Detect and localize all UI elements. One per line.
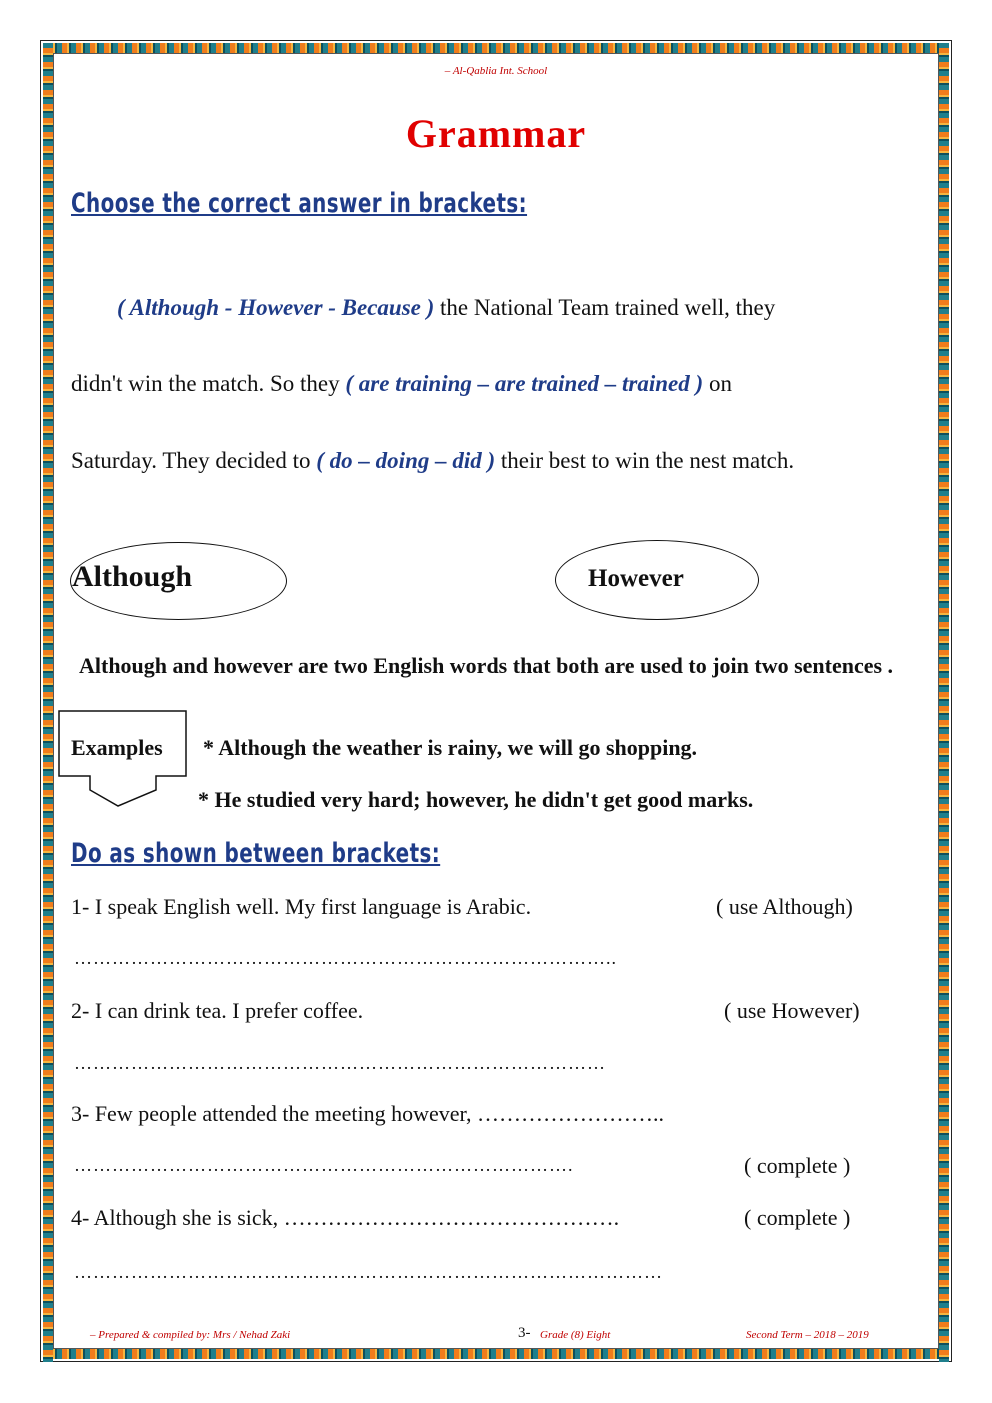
footer-grade: Grade (8) Eight [540, 1329, 611, 1341]
question-3-hint: ( complete ) [744, 1153, 851, 1178]
border-bottom [43, 1349, 949, 1359]
page-title: Grammar [405, 111, 587, 156]
paragraph-text: on [703, 371, 732, 396]
answer-line-1: ………………………………………………………………………….. [74, 948, 617, 968]
paragraph-line-1 [71, 295, 921, 321]
examples-label: Examples [71, 735, 163, 760]
word-however: However [588, 565, 684, 592]
paragraph-text: Saturday. They decided to [71, 448, 317, 473]
section1-heading: Choose the correct answer in brackets: [71, 188, 528, 219]
example-item-2: * He studied very hard; however, he didn't get good marks. [198, 787, 754, 812]
answer-line-3: ……………………………………………………………………. [74, 1155, 574, 1175]
question-4: 4- Although she is sick, ………………………………………. [71, 1205, 620, 1230]
question-4-hint: ( complete ) [744, 1205, 851, 1230]
answer-line-2: ………………………………………………………………………… [74, 1053, 606, 1073]
question-1-hint: ( use Although) [716, 894, 853, 919]
school-name: – Al-Qablia Int. School [444, 65, 548, 77]
border-top [43, 43, 949, 53]
footer-term: Second Term – 2018 – 2019 [746, 1329, 869, 1341]
border-right [939, 43, 949, 1362]
paragraph-line-3 [71, 448, 921, 474]
explanation-text: Although and however are two English words that both are used to join two sentences . [79, 653, 894, 678]
choice-bracket-2: ( are training – are trained – trained ) [345, 371, 704, 396]
choice-bracket-3: ( do – doing – did ) [316, 448, 496, 473]
choice-bracket-1: ( Although - However - Because ) [117, 295, 435, 320]
paragraph-line-2 [71, 371, 921, 397]
question-2-hint: ( use However) [724, 998, 860, 1023]
page-number: 3- [518, 1325, 531, 1341]
example-item-1: * Although the weather is rainy, we will go shopping. [203, 735, 698, 760]
paragraph-text: didn't win the match. So they [71, 371, 346, 396]
word-although: Although [72, 560, 193, 593]
question-2: 2- I can drink tea. I prefer coffee. [71, 998, 364, 1023]
paragraph-text: their best to win the nest match. [495, 448, 795, 473]
answer-line-4: ………………………………………………………………………………… [74, 1262, 663, 1282]
footer-author: – Prepared & compiled by: Mrs / Nehad Zaki [90, 1329, 291, 1341]
question-3: 3- Few people attended the meeting however, …………………….. [71, 1101, 664, 1126]
paragraph-text: the National Team trained well, they [434, 295, 776, 320]
border-left [43, 43, 53, 1362]
question-1: 1- I speak English well. My first language is Arabic. [71, 894, 532, 919]
section2-heading: Do as shown between brackets: [71, 838, 441, 869]
